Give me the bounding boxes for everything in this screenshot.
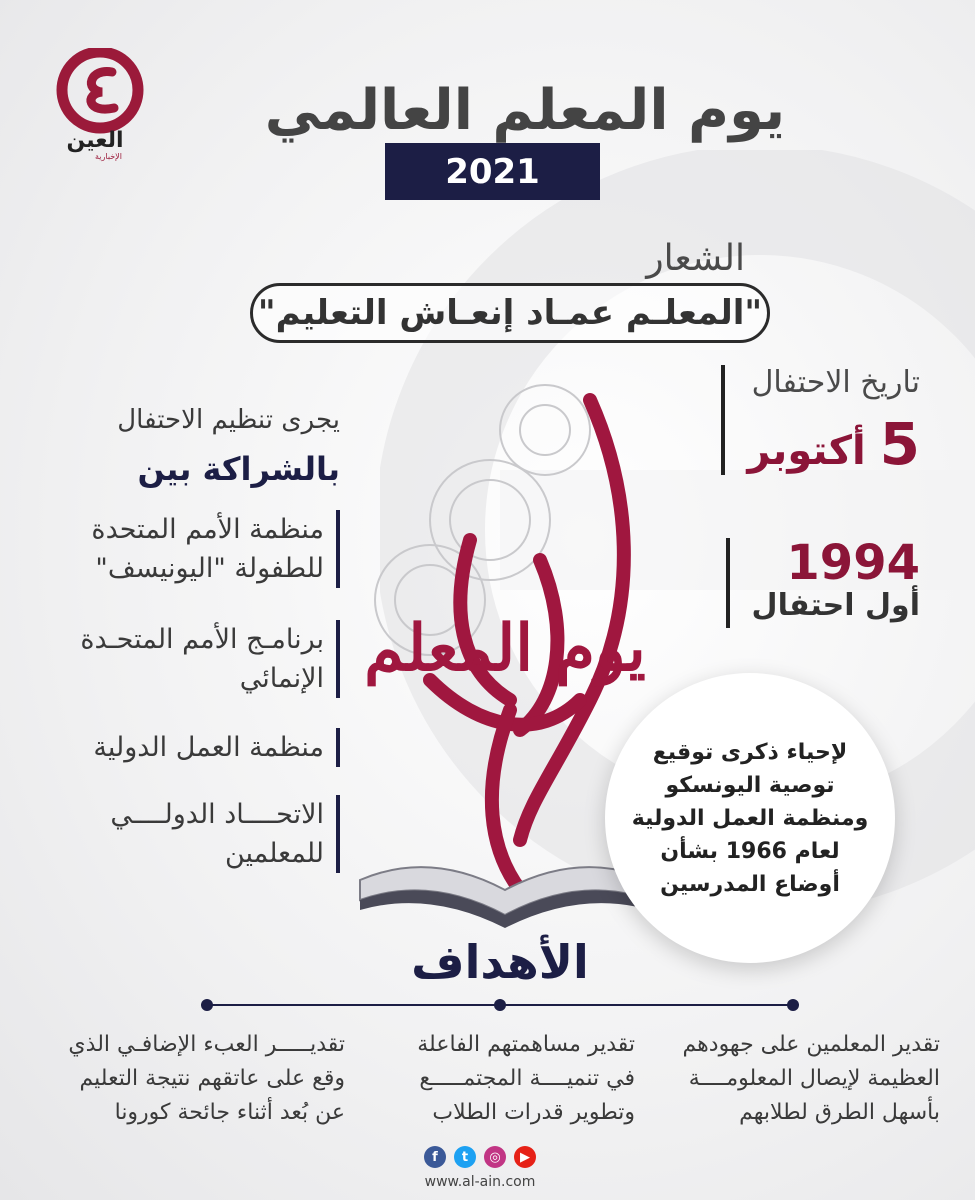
date-day: 5 xyxy=(879,410,920,478)
date-month: أكتوبر xyxy=(747,428,866,474)
first-celebration-block xyxy=(726,535,920,628)
first-label: أول احتفال xyxy=(751,588,920,624)
circle-line: ومنظمة العمل الدولية xyxy=(631,805,869,831)
circle-line: توصية اليونسكو xyxy=(665,772,835,798)
goals-title: الأهداف xyxy=(411,935,589,989)
goal-line: وقع على عاتقهم نتيجة التعليم xyxy=(79,1066,345,1092)
goal-line: بأسهل الطرق لطلابهم xyxy=(739,1100,940,1126)
partner-line: منظمة العمل الدولية xyxy=(93,732,324,763)
goal-line: عن بُعد أثناء جائحة كورونا xyxy=(114,1100,345,1126)
circle-line: لعام 1966 بشأن xyxy=(660,838,840,864)
goals-divider xyxy=(200,998,800,1012)
facebook-icon[interactable]: f xyxy=(424,1146,446,1168)
first-year: 1994 xyxy=(786,535,920,591)
circle-line: لإحياء ذكرى توقيع xyxy=(652,739,848,765)
date-value xyxy=(747,410,920,478)
logo-subtitle: الإخبارية xyxy=(95,152,122,161)
page-title: يوم المعلم العالمي xyxy=(264,78,786,143)
partners-intro: يجرى تنظيم الاحتفال xyxy=(117,405,340,435)
partner-line: للمعلمين xyxy=(224,838,324,870)
website-link[interactable]: www.al-ain.com xyxy=(424,1174,536,1190)
slogan-label: الشعار xyxy=(646,238,745,279)
partner-line: الإنمائي xyxy=(239,663,324,695)
goal-item xyxy=(30,1028,345,1130)
goal-item xyxy=(355,1028,635,1130)
goal-item xyxy=(655,1028,940,1130)
partner-line: برنامـج الأمم المتحـدة xyxy=(80,624,324,655)
slogan-box xyxy=(250,283,770,343)
twitter-icon[interactable]: t xyxy=(454,1146,476,1168)
partner-ei xyxy=(30,795,340,873)
unesco-recommendation-circle xyxy=(605,673,895,963)
partner-line: للطفولة "اليونيسف" xyxy=(95,553,324,585)
circle-line: أوضاع المدرسين xyxy=(660,871,840,897)
year-badge: 2021 xyxy=(385,143,600,200)
partner-undp xyxy=(30,620,340,698)
instagram-icon[interactable]: ◎ xyxy=(484,1146,506,1168)
date-label: تاريخ الاحتفال xyxy=(751,365,920,400)
partners-heading: بالشراكة بين xyxy=(137,450,340,488)
goal-line: وتطوير قدرات الطلاب xyxy=(432,1100,635,1126)
social-icons xyxy=(410,1146,550,1172)
logo-name: العين xyxy=(66,128,124,153)
goal-line: في تنميــــة المجتمـــــع xyxy=(419,1066,635,1092)
slogan-text: "المعلـم عمـاد إنعـاش التعليم" xyxy=(257,293,763,333)
partner-line: منظمة الأمم المتحدة xyxy=(91,514,324,545)
goal-line: العظيمة لإيصال المعلومــــة xyxy=(688,1066,940,1092)
goal-line: تقدير مساهمتهم الفاعلة xyxy=(417,1032,635,1057)
goal-line: تقديـــــر العبء الإضافـي الذي xyxy=(68,1032,345,1057)
celebration-date-block xyxy=(721,365,920,478)
partner-line: الاتحــــاد الدولــــي xyxy=(110,799,324,830)
youtube-icon[interactable]: ▶ xyxy=(514,1146,536,1168)
partner-unicef xyxy=(30,510,340,588)
partner-ilo xyxy=(30,728,340,767)
goal-line: تقدير المعلمين على جهودهم xyxy=(682,1032,940,1057)
calligraphy-text: يوم المعلم xyxy=(364,611,646,686)
